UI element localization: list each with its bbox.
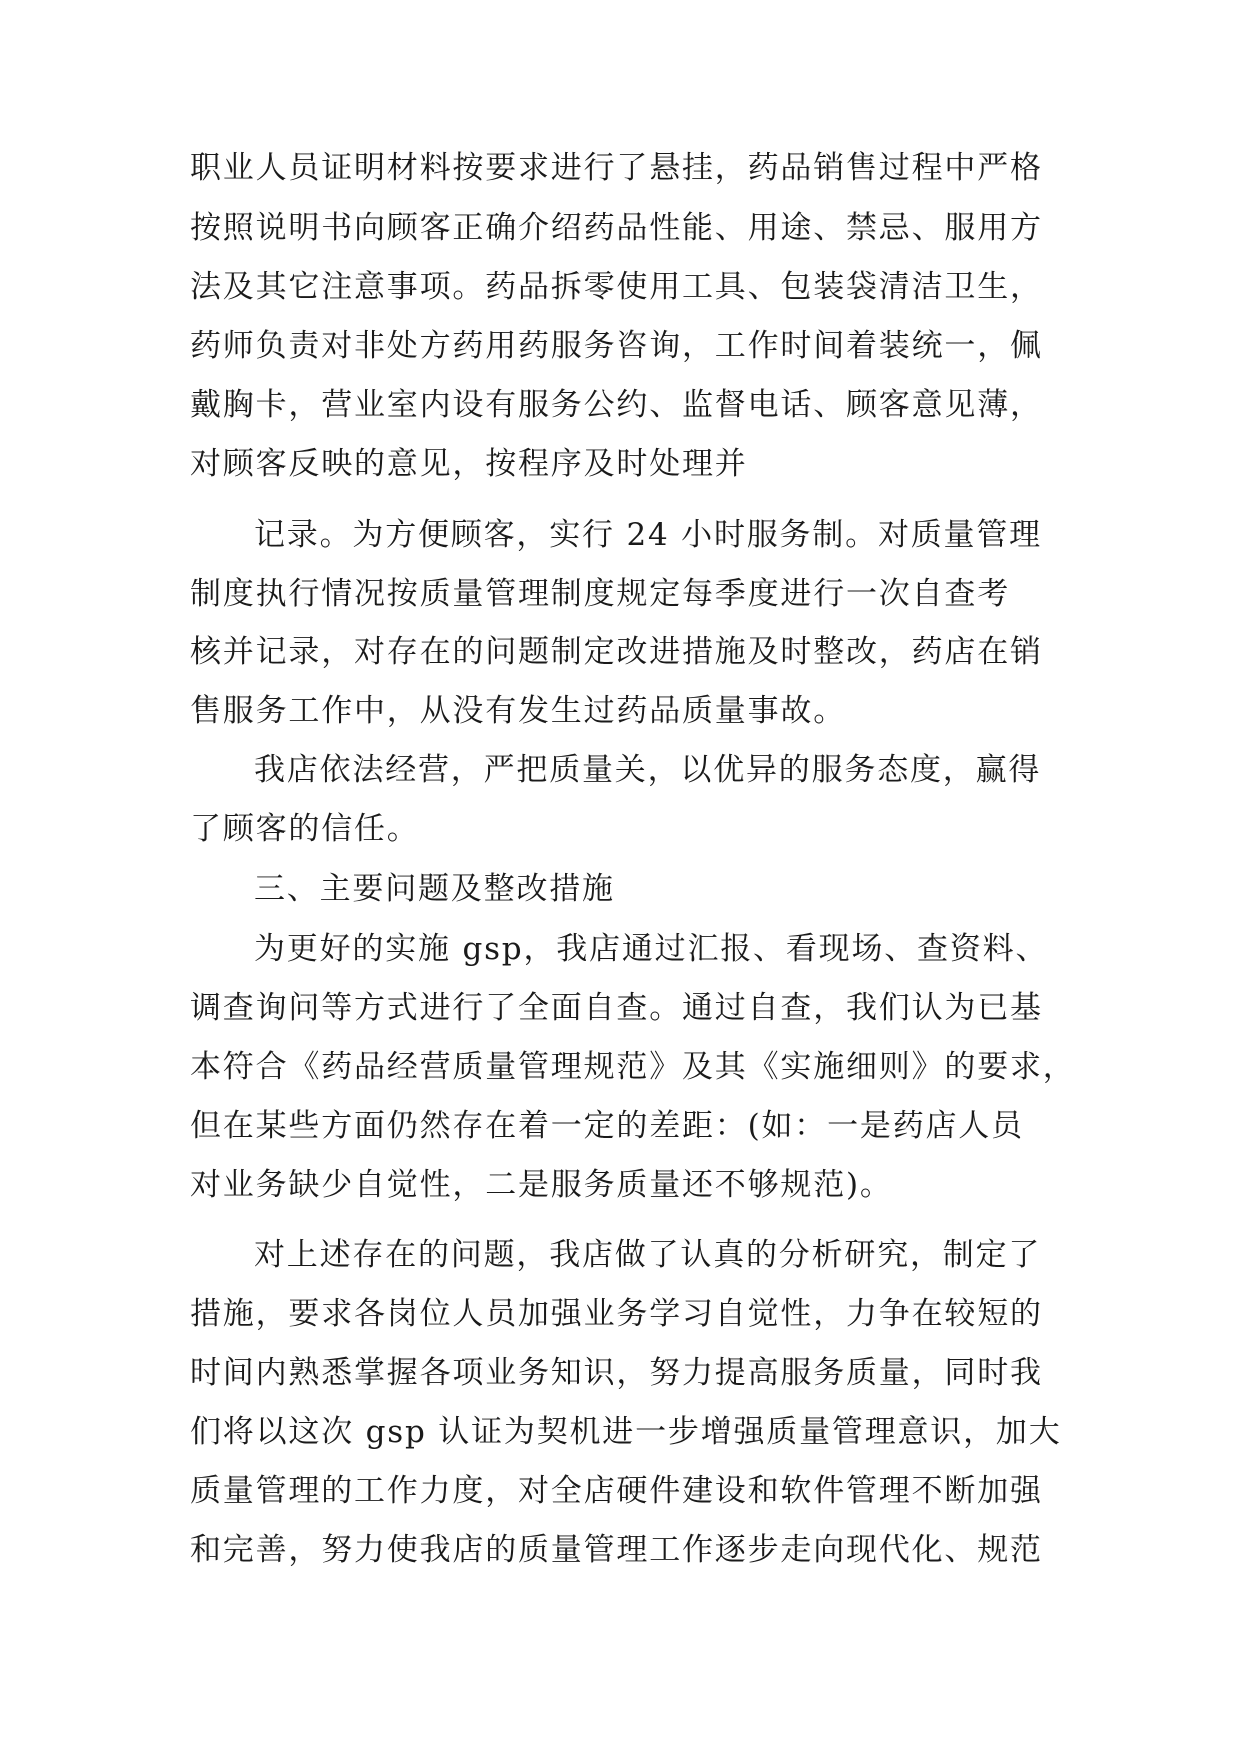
text-line: 但在某些方面仍然存在着一定的差距：(如：一是药店人员 <box>190 1108 1024 1144</box>
text-line: 对业务缺少自觉性，二是服务质量还不够规范)。 <box>190 1167 893 1203</box>
text-line: 药师负责对非处方药用药服务咨询，工作时间着装统一，佩 <box>190 328 1043 364</box>
text-line: 们将以这次 gsp 认证为契机进一步增强质量管理意识，加大 <box>190 1414 1062 1450</box>
text-line: 制度执行情况按质量管理制度规定每季度进行一次自查考 <box>190 576 1010 612</box>
text-line: 为更好的实施 gsp，我店通过汇报、看现场、查资料、 <box>254 931 1049 967</box>
text-line: 调查询问等方式进行了全面自查。通过自查，我们认为已基 <box>190 990 1043 1026</box>
text-line: 措施，要求各岗位人员加强业务学习自觉性，力争在较短的 <box>190 1296 1043 1332</box>
text-line: 本符合《药品经营质量管理规范》及其《实施细则》的要求， <box>190 1049 1076 1085</box>
text-line: 对上述存在的问题，我店做了认真的分析研究，制定了 <box>254 1237 1042 1273</box>
text-line: 法及其它注意事项。药品拆零使用工具、包装袋清洁卫生， <box>190 269 1043 305</box>
text-line: 戴胸卡，营业室内设有服务公约、监督电话、顾客意见薄， <box>190 387 1043 423</box>
section-heading: 三、主要问题及整改措施 <box>254 871 615 907</box>
text-line: 质量管理的工作力度，对全店硬件建设和软件管理不断加强 <box>190 1473 1043 1509</box>
text-line: 职业人员证明材料按要求进行了悬挂，药品销售过程中严格 <box>190 150 1043 186</box>
text-line: 核并记录，对存在的问题制定改进措施及时整改，药店在销 <box>190 634 1043 670</box>
text-line: 时间内熟悉掌握各项业务知识，努力提高服务质量，同时我 <box>190 1355 1043 1391</box>
text-line: 对顾客反映的意见，按程序及时处理并 <box>190 446 748 482</box>
text-line: 和完善，努力使我店的质量管理工作逐步走向现代化、规范 <box>190 1532 1043 1568</box>
text-line: 我店依法经营，严把质量关，以优异的服务态度，赢得 <box>254 752 1042 788</box>
text-line: 记录。为方便顾客，实行 24 小时服务制。对质量管理 <box>254 517 1042 553</box>
text-line: 售服务工作中，从没有发生过药品质量事故。 <box>190 693 846 729</box>
text-line: 了顾客的信任。 <box>190 811 420 847</box>
text-line: 按照说明书向顾客正确介绍药品性能、用途、禁忌、服用方 <box>190 210 1043 246</box>
